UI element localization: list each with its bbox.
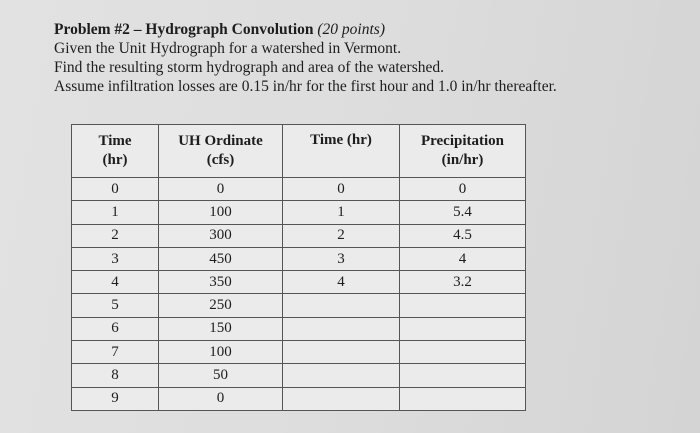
table-header-row <box>72 125 526 178</box>
uh-ordinate-cell: 100 <box>159 201 283 224</box>
uh-ordinate-cell: 300 <box>159 224 283 247</box>
uh-ordinate-cell: 0 <box>159 387 283 410</box>
uh-ordinate-cell: 100 <box>159 341 283 364</box>
header-time-unit: (hr) <box>102 152 128 168</box>
precipitation-cell <box>400 364 526 387</box>
header-precip-label: Precipitation <box>420 133 505 149</box>
table-row <box>72 247 526 270</box>
table-body <box>72 178 526 411</box>
precipitation-cell: 0 <box>400 178 526 201</box>
table-row <box>72 317 526 340</box>
precipitation-cell <box>400 294 526 317</box>
problem-title <box>54 20 674 39</box>
header-time-hr-label: Time (hr) <box>310 132 372 148</box>
precipitation-cell: 4.5 <box>400 224 526 247</box>
time-hr-cell <box>283 387 400 410</box>
problem-statement <box>54 20 674 96</box>
table-row <box>72 271 526 294</box>
table-row <box>72 224 526 247</box>
table-row <box>72 178 526 201</box>
header-time <box>72 125 159 178</box>
precipitation-cell <box>400 341 526 364</box>
hydrograph-table <box>71 124 526 411</box>
table-row <box>72 341 526 364</box>
precipitation-cell: 4 <box>400 247 526 270</box>
header-time-label: Time <box>98 133 132 149</box>
time-hr-cell <box>283 341 400 364</box>
problem-line-1: Given the Unit Hydrograph for a watershed in Vermont. <box>54 40 402 57</box>
uh-ordinate-cell: 0 <box>159 178 283 201</box>
problem-title-text: Problem #2 – Hydrograph Convolution <box>54 21 314 38</box>
header-uh-unit: (cfs) <box>206 152 235 168</box>
time-cell: 5 <box>72 294 159 317</box>
uh-ordinate-cell: 350 <box>159 271 283 294</box>
header-precipitation <box>400 125 526 178</box>
time-hr-cell: 0 <box>283 178 400 201</box>
uh-ordinate-cell: 150 <box>159 317 283 340</box>
time-cell: 8 <box>72 364 159 387</box>
time-hr-cell <box>283 317 400 340</box>
header-time-hr <box>283 125 400 178</box>
time-cell: 4 <box>72 271 159 294</box>
time-cell: 9 <box>72 387 159 410</box>
time-cell: 7 <box>72 341 159 364</box>
precipitation-cell: 5.4 <box>400 201 526 224</box>
precipitation-cell <box>400 317 526 340</box>
precipitation-cell <box>400 387 526 410</box>
problem-line-2: Find the resulting storm hydrograph and area of the watershed. <box>54 59 444 76</box>
time-cell: 1 <box>72 201 159 224</box>
uh-ordinate-cell: 50 <box>159 364 283 387</box>
time-cell: 2 <box>72 224 159 247</box>
problem-line-3: Assume infiltration losses are 0.15 in/hr for the first hour and 1.0 in/hr thereafter. <box>54 78 557 95</box>
table-row <box>72 201 526 224</box>
time-cell: 3 <box>72 247 159 270</box>
time-hr-cell: 3 <box>283 247 400 270</box>
table-row <box>72 294 526 317</box>
time-cell: 0 <box>72 178 159 201</box>
time-hr-cell: 4 <box>283 271 400 294</box>
header-uh-label: UH Ordinate <box>178 133 263 149</box>
table-row <box>72 364 526 387</box>
precipitation-cell: 3.2 <box>400 271 526 294</box>
time-hr-cell: 2 <box>283 224 400 247</box>
time-cell: 6 <box>72 317 159 340</box>
time-hr-cell <box>283 364 400 387</box>
header-precip-unit: (in/hr) <box>441 152 484 168</box>
uh-ordinate-cell: 450 <box>159 247 283 270</box>
uh-ordinate-cell: 250 <box>159 294 283 317</box>
time-hr-cell: 1 <box>283 201 400 224</box>
time-hr-cell <box>283 294 400 317</box>
header-uh-ordinate <box>159 125 283 178</box>
table-row <box>72 387 526 410</box>
problem-points: (20 points) <box>317 21 385 38</box>
